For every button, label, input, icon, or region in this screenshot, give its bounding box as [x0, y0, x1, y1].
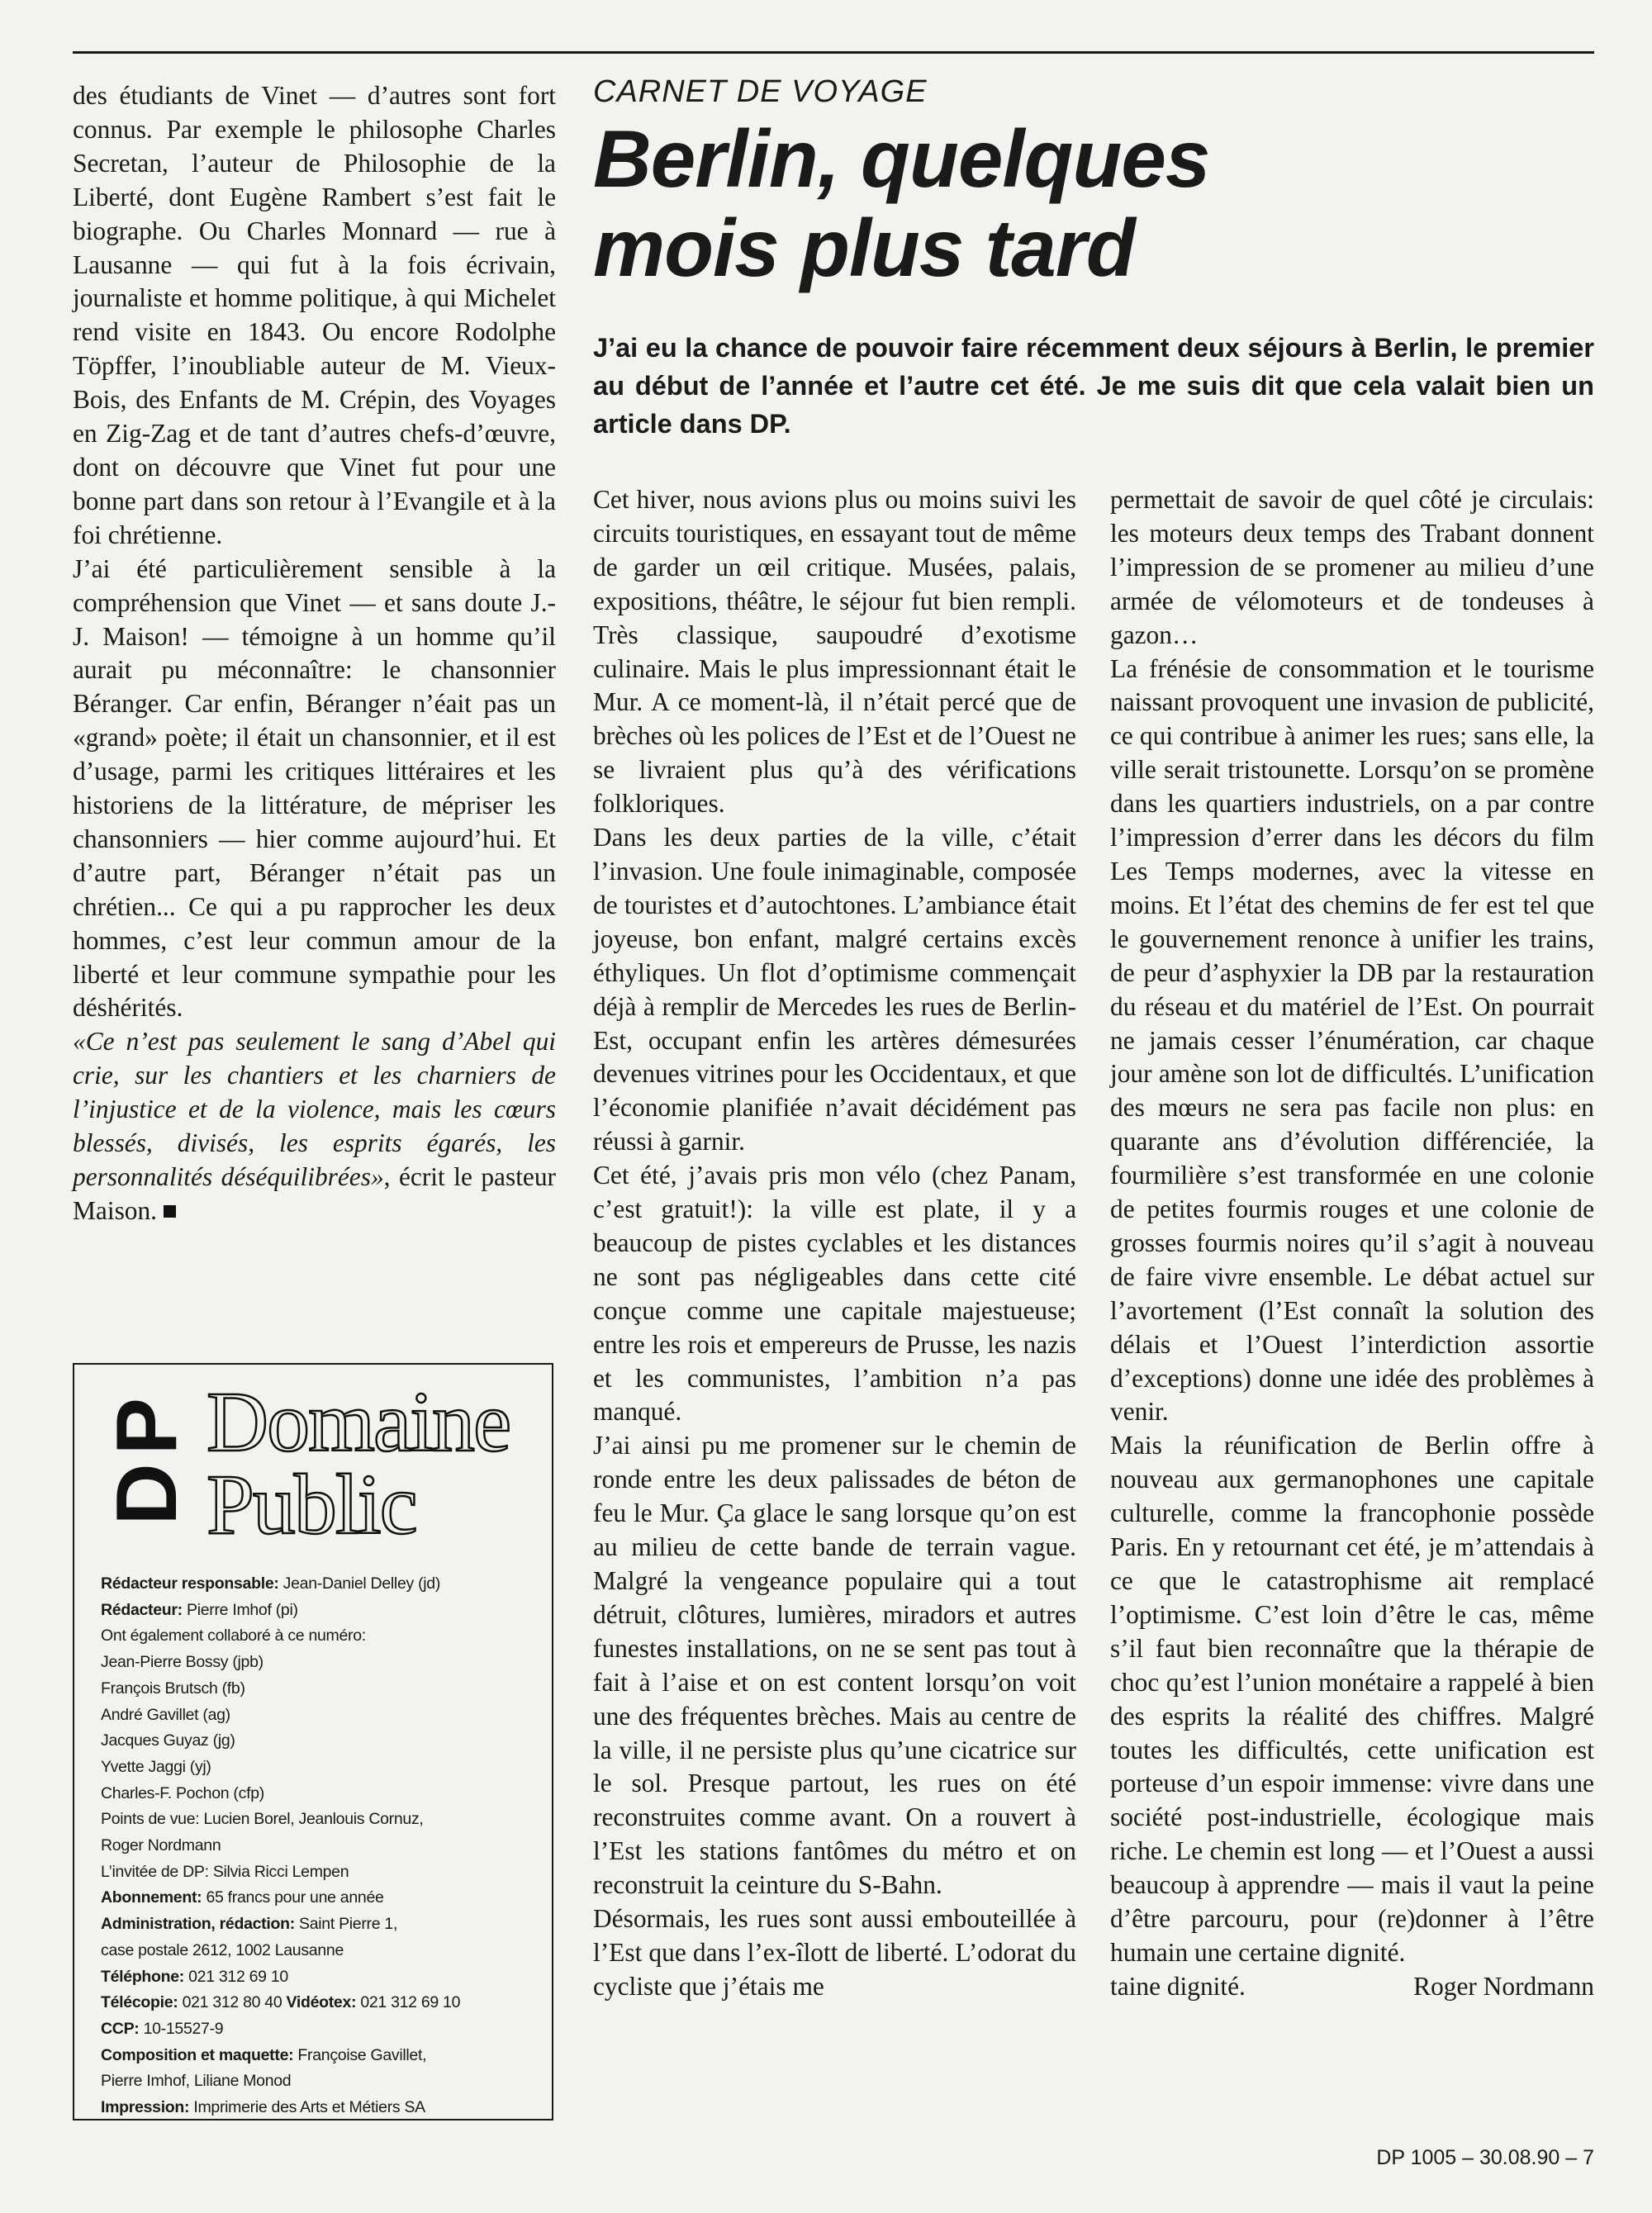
article-sign-tail: taine dignité. [1110, 1971, 1246, 2001]
page-footer: DP 1005 – 30.08.90 – 7 [1376, 2146, 1594, 2169]
article-paragraph: Dans les deux parties de la ville, c’était l’invasion. Une foule inimaginable, composée de touristes et d’autochtones. L’ambiance était joyeuse, bon enfant, malgré certains excès éthyliques. Un flot d’optimisme commençait déjà à remplir de Mercedes les rues de Berlin-Est, occupant enfin les artères démesurées devenues vitrines pour les Occidentaux, et que l’économie planifiée n’avait décidément pas réussi à garnir. [593, 823, 1076, 1156]
top-rule [73, 51, 1594, 54]
credit-line: Yvette Jaggi (yj) [101, 1757, 211, 1776]
credit-line: Abonnement: 65 francs pour une année [101, 1888, 384, 1907]
article-column-3 [1110, 483, 1594, 2004]
article-paragraph: La frénésie de consommation et le tourisme naissant provoquent une invasion de publicité, ce qui contribue à animer les rues; sans elle, la ville serait tristounette. Lorsqu’on se promène dans les quartiers industriels, on a par contre l’impression d’errer dans les décors du film Les Temps modernes, avec la vitesse en moins. Et l’état des chemins de fer est tel que le gouvernement renonce à unifier les trains, de peur d’asphyxier la DB par la restauration du réseau et du matériel de l’Est. On pourrait ne jamais cesser l’énumération, car chaque jour amène son lot de difficultés. L’unification des mœurs ne sera pas facile non plus: en quarante ans d’évolution différenciée, la fourmilière s’est transformée en une colonie de petites fourmis rouges et une colonie de grosses fourmis noires qu’il s’agit à nouveau de faire vivre ensemble. Le débat actuel sur l’avortement (l’Est connaît la solution des délais et l’Ouest l’interdiction assortie d’exceptions) donne une idée des problèmes à venir. [1110, 653, 1594, 1427]
left-quote-tail: , écrit le pasteur Maison. [73, 1162, 556, 1225]
article-signature-line [1110, 1970, 1594, 2004]
credit-line: Administration, rédaction: Saint Pierre 1, [101, 1915, 398, 1934]
credit-line: L’invitée de DP: Silvia Ricci Lempen [101, 1862, 349, 1881]
left-paragraph-2: J’ai été particulièrement sensible à la compréhension que Vinet — et sans doute J.-J. Maison! — témoigne à un homme qu’il aurait pu méconnaître: le chansonnier Béranger. Car enfin, Béranger n’éait pas un «grand» poète; il était un chansonnier, et il est d’usage, parmi les critiques littéraires et les historiens de la littérature, de mépriser les chansonniers — hier comme aujourd’hui. Et d’autre part, Béranger n’était pas un chrétien... Ce qui a pu rapprocher les deux hommes, c’est leur commun amour de la liberté et leur commune sympathie pour les déshérités. [73, 553, 556, 1023]
left-column [73, 79, 556, 1228]
article-paragraph: Cet été, j’avais pris mon vélo (chez Panam, c’est gratuit!): la ville est plate, il y a beaucoup de pistes cyclables et les distances ne sont pas négligeables dans cette cité conçue comme une capitale majestueuse; entre les rois et empereurs de Prusse, les nazis et les communistes, l’ambition n’a pas manqué. [593, 1161, 1076, 1427]
article-column-2 [593, 483, 1076, 2004]
credit-line: case postale 2612, 1002 Lausanne [101, 1940, 344, 1959]
credit-line: François Brutsch (fb) [101, 1679, 245, 1698]
credit-line: Rédacteur responsable: Jean-Daniel Delley (jd) [101, 1574, 441, 1593]
article-kicker: CARNET DE VOYAGE [593, 74, 928, 109]
credit-line: Roger Nordmann [101, 1836, 221, 1855]
credit-line: Téléphone: 021 312 69 10 [101, 1967, 288, 1986]
left-paragraph-1: des étudiants de Vinet — d’autres sont fort connus. Par exemple le philosophe Charles Secretan, l’auteur de Philosophie de la Liberté, dont Eugène Rambert s’est fait le biographe. Ou Charles Monnard — rue à Lausanne — qui fut à la fois écrivain, journaliste et homme politique, à qui Michelet rend visite en 1843. Ou encore Rodolphe Töpffer, l’inoubliable auteur de M. Vieux-Bois, des Enfants de M. Crépin, des Voyages en Zig-Zag et de tant d’autres chefs-d’œuvre, dont on découvre que Vinet fut pour une bonne part dans son retour à l’Evangile et à la foi chrétienne. [73, 81, 556, 549]
credit-line: Jean-Pierre Bossy (jpb) [101, 1653, 263, 1672]
article-lead: J’ai eu la chance de pouvoir faire récemment deux séjours à Berlin, le premier au début de l’année et l’autre cet été. Je me suis dit que cela valait bien un article dans DP. [593, 333, 1594, 439]
article-title-line-2: mois plus tard [593, 202, 1135, 293]
article-paragraph: Mais la réunification de Berlin offre à nouveau aux germanophones une capitale culturelle, comme la francophonie possède Paris. En y retournant cet été, je m’attendais à ce que le catastrophisme ait remplacé l’optimisme. C’est loin d’être le cas, même s’il faut bien reconnaître que la thérapie de choc qu’est l’union monétaire a rappelé à bien des esprits la réalité des chiffres. Malgré toutes les difficultés, cette unification est porteuse d’un espoir immense: vivre dans une société post-industrielle, écologique mais riche. Le chemin est long — et l’Ouest a aussi beaucoup à apprendre — mais il vaut la peine d’être parcouru, pour (re)donner à l’être humain une certaine dignité. [1110, 1431, 1594, 1967]
credit-line: CCP: 10-15527-9 [101, 2019, 224, 2038]
credit-line: Télécopie: 021 312 80 40 Vidéotex: 021 312 69 10 [101, 1993, 461, 2012]
left-quote-paragraph [73, 1025, 556, 1228]
article-paragraph: permettait de savoir de quel côté je circulais: les moteurs deux temps des Trabant donnent l’impression de se promener au milieu d’une armée de vélomoteurs et de tondeuses à gazon… [1110, 485, 1594, 649]
credit-line: Rédacteur: Pierre Imhof (pi) [101, 1600, 298, 1619]
end-mark [164, 1205, 176, 1218]
credit-line: Composition et maquette: Françoise Gavillet, [101, 2045, 427, 2064]
article-paragraph: Désormais, les rues sont aussi embouteillée à l’Est que dans l’ex-îlott de liberté. L’odorat du cycliste que j’étais me [593, 1904, 1076, 2001]
masthead-title-line-1: Domaine [206, 1375, 510, 1470]
dp-logo-letters: DP [99, 1389, 195, 1526]
article-title [593, 114, 1584, 292]
masthead-credits [101, 1571, 530, 2121]
credit-line: André Gavillet (ag) [101, 1705, 230, 1724]
credit-line: Ont également collaboré à ce numéro: [101, 1627, 366, 1646]
article-author: Roger Nordmann [1413, 1971, 1594, 2001]
article-paragraph: Cet hiver, nous avions plus ou moins suivi les circuits touristiques, en essayant tout de même de garder un œil critique. Musées, palais, expositions, théâtre, le séjour fut bien rempli. Très classique, saupoudré d’exotisme culinaire. Mais le plus impressionnant était le Mur. A ce moment-là, il n’était percé que de brèches où les polices de l’Est et de l’Ouest ne se livraient plus qu’à des vérifications folkloriques. [593, 485, 1076, 819]
masthead-title-line-2: Public [206, 1457, 416, 1552]
masthead-title [206, 1375, 510, 1552]
article-title-line-1: Berlin, quelques [593, 113, 1210, 204]
credit-line: Charles-F. Pochon (cfp) [101, 1783, 264, 1802]
credit-line: Jacques Guyaz (jg) [101, 1731, 235, 1750]
masthead-box [73, 1363, 553, 2120]
left-quote: «Ce n’est pas seulement le sang d’Abel qui crie, sur les chantiers et les charniers de l’injustice et de la violence, mais les cœurs blessés, divisés, les esprits égarés, les personnalités déséquilibrées» [73, 1027, 556, 1191]
article-paragraph: J’ai ainsi pu me promener sur le chemin de ronde entre les deux palissades de béton de feu le Mur. Ça glace le sang lorsque qu’on est au milieu de cette bande de terrain vague. Malgré la vengeance populaire qui a tout détruit, clôtures, lumières, miradors et autres funestes installations, on ne se sent pas tout à fait à l’aise et on est content lorsqu’on voit une des fréquentes brèches. Mais au centre de la ville, il ne persiste plus qu’une cicatrice sur le sol. Presque partout, les rues on été reconstruites comme avant. On a rouvert à l’Est les stations fantômes du métro et on reconstruit la ceinture du S-Bahn. [593, 1431, 1076, 1900]
credit-line: Impression: Imprimerie des Arts et Métiers SA [101, 2098, 425, 2117]
credit-line: Points de vue: Lucien Borel, Jeanlouis Cornuz, [101, 1810, 424, 1829]
credit-line: Pierre Imhof, Liliane Monod [101, 2072, 292, 2091]
